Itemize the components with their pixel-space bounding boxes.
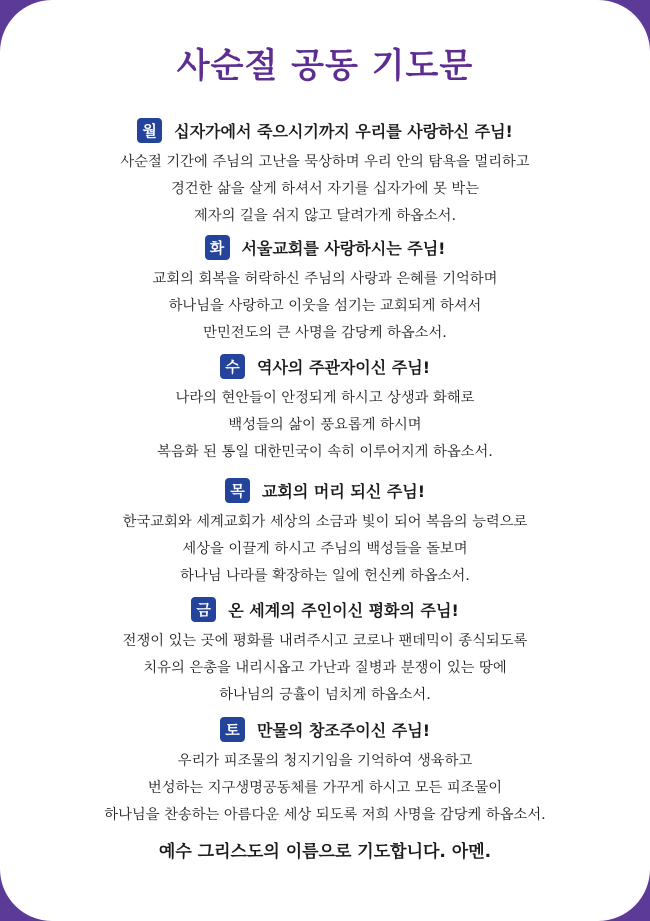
section-header — [0, 716, 650, 742]
prayer-line: 치유의 은총을 내리시옵고 가난과 질병과 분쟁이 있는 땅에 — [143, 660, 507, 676]
prayer-line: 사순절 기간에 주님의 고난을 묵상하며 우리 안의 탐욕을 멀리하고 — [120, 154, 530, 170]
day-badge: 목 — [225, 478, 250, 503]
section-heading: 역사의 주관자이신 주님! — [257, 357, 430, 377]
prayer-line: 교회의 회복을 허락하신 주님의 사랑과 은혜를 기억하며 — [152, 271, 498, 287]
prayer-line: 하나님의 긍휼이 넘치게 하옵소서. — [219, 687, 431, 703]
section-tue — [0, 234, 650, 347]
prayer-line: 한국교회와 세계교회가 세상의 소금과 빛이 되어 복음의 능력으로 — [122, 514, 528, 530]
prayer-line: 하나님을 사랑하고 이웃을 섬기는 교회되게 하셔서 — [168, 298, 482, 314]
section-fri — [0, 596, 650, 709]
day-badge: 수 — [220, 354, 245, 379]
prayer-line: 경건한 삶을 살게 하셔서 자기를 십자가에 못 박는 — [170, 181, 480, 197]
prayer-line: 백성들의 삶이 풍요롭게 하시며 — [228, 417, 422, 433]
page-title: 사순절 공동 기도문 — [176, 46, 474, 86]
closing-prayer: 예수 그리스도의 이름으로 기도합니다. 아멘. — [158, 842, 492, 862]
prayer-line: 세상을 이끌게 하시고 주님의 백성들을 돌보며 — [182, 541, 468, 557]
section-header — [0, 234, 650, 260]
section-header — [0, 477, 650, 503]
day-badge: 금 — [191, 597, 216, 622]
day-badge: 토 — [220, 717, 245, 742]
prayer-line: 번성하는 지구생명공동체를 가꾸게 하시고 모든 피조물이 — [147, 780, 503, 796]
section-heading: 십자가에서 죽으시기까지 우리를 사랑하신 주님! — [174, 121, 513, 141]
section-heading: 서울교회를 사랑하시는 주님! — [241, 238, 446, 258]
prayer-line: 나라의 현안들이 안정되게 하시고 상생과 화해로 — [175, 390, 475, 406]
section-header — [0, 596, 650, 622]
section-header — [0, 117, 650, 143]
section-sat — [0, 716, 650, 829]
day-badge: 월 — [137, 118, 162, 143]
section-heading: 온 세계의 주인이신 평화의 주님! — [228, 600, 459, 620]
section-heading: 만물의 창조주이신 주님! — [257, 720, 430, 740]
prayer-line: 복음화 된 통일 대한민국이 속히 이루어지게 하옵소서. — [157, 444, 493, 460]
prayer-line: 전쟁이 있는 곳에 평화를 내려주시고 코로나 팬데믹이 종식되도록 — [122, 633, 528, 649]
section-thu — [0, 477, 650, 590]
section-header — [0, 353, 650, 379]
prayer-line: 하나님 나라를 확장하는 일에 헌신케 하옵소서. — [180, 568, 470, 584]
prayer-line: 만민전도의 큰 사명을 감당케 하옵소서. — [203, 325, 447, 341]
section-mon — [0, 117, 650, 230]
day-badge: 화 — [205, 235, 230, 260]
section-wed — [0, 353, 650, 466]
prayer-line: 하나님을 찬송하는 아름다운 세상 되도록 저희 사명을 감당케 하옵소서. — [104, 807, 546, 823]
prayer-line: 제자의 길을 쉬지 않고 달려가게 하옵소서. — [193, 208, 457, 224]
section-heading: 교회의 머리 되신 주님! — [261, 481, 426, 501]
prayer-line: 우리가 피조물의 청지기임을 기억하여 생육하고 — [177, 753, 473, 769]
